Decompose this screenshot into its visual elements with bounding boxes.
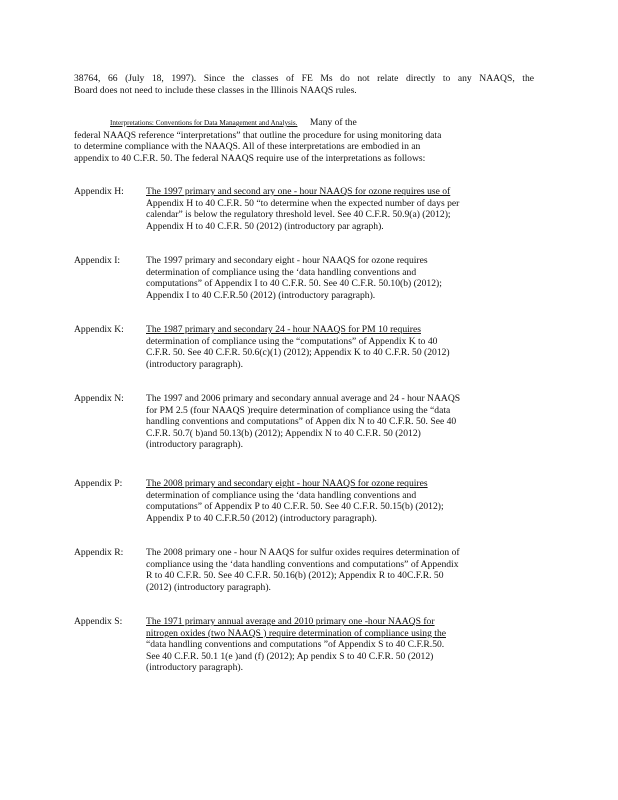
text-line: The 1997 and 2006 primary and secondary annual average and 24 - hour NAAQS — [146, 393, 461, 404]
text-line: The 2008 primary and secondary eight - hour NAAQS for ozone requires — [146, 478, 428, 489]
appendix-label: Appendix H: — [74, 186, 124, 197]
text-line: The 2008 primary one - hour N AAQS for sulfur oxides requires determination of — [146, 547, 460, 558]
text-line: Appendix H to 40 C.F.R. 50 “to determine when the expected number of days per — [146, 197, 460, 209]
text-line: (introductory paragraph). — [146, 358, 243, 370]
text-line: calendar” is below the regulatory threshold level. See 40 C.F.R. 50.9(a) (2012); — [146, 209, 451, 221]
text-line: determination of compliance using the “computations” of Appendix K to 40 — [146, 335, 438, 347]
text-line: C.F.R. 50. See 40 C.F.R. 50.6(c)(1) (2012); Appendix K to 40 C.F.R. 50 (2012) — [146, 347, 450, 359]
text-line: The 1971 primary annual average and 2010 primary one -hour NAAQS for — [146, 616, 435, 627]
interpretations-paragraph — [74, 117, 534, 164]
appendix-label: Appendix R: — [74, 547, 124, 558]
text-line: Appendix P to 40 C.F.R.50 (2012) (introductory paragraph). — [146, 512, 377, 524]
text-line: for PM 2.5 (four NAAQS )require determination of compliance using the “data — [146, 404, 451, 416]
text-line: determination of compliance using the ‘data handling conventions and — [146, 489, 417, 501]
appendix-entry — [146, 393, 536, 451]
text-line: appendix to 40 C.F.R. 50. The federal NAAQS require use of the interpretations as follows: — [74, 152, 426, 164]
text-line: handling conventions and computations” of Appen dix N to 40 C.F.R. 50. See 40 — [146, 416, 457, 428]
appendix-entry — [146, 547, 536, 593]
text-line: to determine compliance with the NAAQS. All of these interpretations are embodied in an — [74, 141, 421, 153]
text-line: (2012) (introductory paragraph). — [146, 581, 271, 593]
text-line: (introductory paragraph). — [146, 662, 243, 674]
text-line: Appendix I to 40 C.F.R.50 (2012) (introductory paragraph). — [146, 289, 376, 301]
intro-paragraph — [74, 73, 534, 96]
text-line: nitrogen oxides (two NAAQS ) require determination of compliance using the — [146, 627, 446, 639]
appendix-label: Appendix P: — [74, 478, 123, 489]
appendix-entry — [146, 616, 536, 674]
text-line: computations” of Appendix P to 40 C.F.R. 50. See 40 C.F.R. 50.15(b) (2012); — [146, 501, 444, 513]
text-line: C.F.R. 50.7( b)and 50.13(b) (2012); Appendix N to 40 C.F.R. 50 (2012) — [146, 427, 421, 439]
appendix-label: Appendix I: — [74, 255, 121, 266]
appendix-entry — [146, 186, 536, 232]
text-line: (introductory paragraph). — [146, 439, 243, 451]
text-line: The 1997 primary and secondary eight - hour NAAQS for ozone requires — [146, 255, 428, 266]
appendix-label: Appendix S: — [74, 616, 123, 627]
text-line: See 40 C.F.R. 50.1 1(e )and (f) (2012); Ap pendix S to 40 C.F.R. 50 (2012) — [146, 650, 434, 662]
text-line: “data handling conventions and computations ”of Appendix S to 40 C.F.R.50. — [146, 639, 445, 651]
section-heading: Interpretations: Conventions for Data Management and Analysis. — [110, 119, 298, 127]
text-line: compliance using the ‘data handling conventions and computations” of Appendix — [146, 558, 459, 570]
text-line: Board does not need to include these classes in the Illinois NAAQS rules. — [74, 84, 357, 96]
text-line: federal NAAQS reference “interpretations” that outline the procedure for using monitoring data — [74, 129, 442, 141]
text-line: Appendix H to 40 C.F.R. 50 (2012) (introductory par agraph). — [146, 220, 384, 232]
appendix-entry — [146, 255, 536, 301]
appendix-label: Appendix N: — [74, 393, 124, 404]
text-line: determination of compliance using the ‘data handling conventions and — [146, 266, 417, 278]
text-fragment: Many of the — [309, 117, 357, 128]
text-line: 38764, 66 (July 18, 1997). Since the classes of FE Ms do not relate directly to any NAAQS, the — [74, 73, 534, 84]
text-line: R to 40 C.F.R. 50. See 40 C.F.R. 50.16(b) (2012); Appendix R to 40C.F.R. 50 — [146, 570, 444, 582]
text-line: The 1997 primary and second ary one - hour NAAQS for ozone requires use of — [146, 186, 451, 197]
appendix-label: Appendix K: — [74, 324, 124, 335]
text-line: computations” of Appendix I to 40 C.F.R. 50. See 40 C.F.R. 50.10(b) (2012); — [146, 278, 442, 290]
text-line — [74, 117, 534, 130]
appendix-entry — [146, 478, 536, 524]
appendix-entry — [146, 324, 536, 370]
text-line: The 1987 primary and secondary 24 - hour NAAQS for PM 10 requires — [146, 324, 421, 335]
